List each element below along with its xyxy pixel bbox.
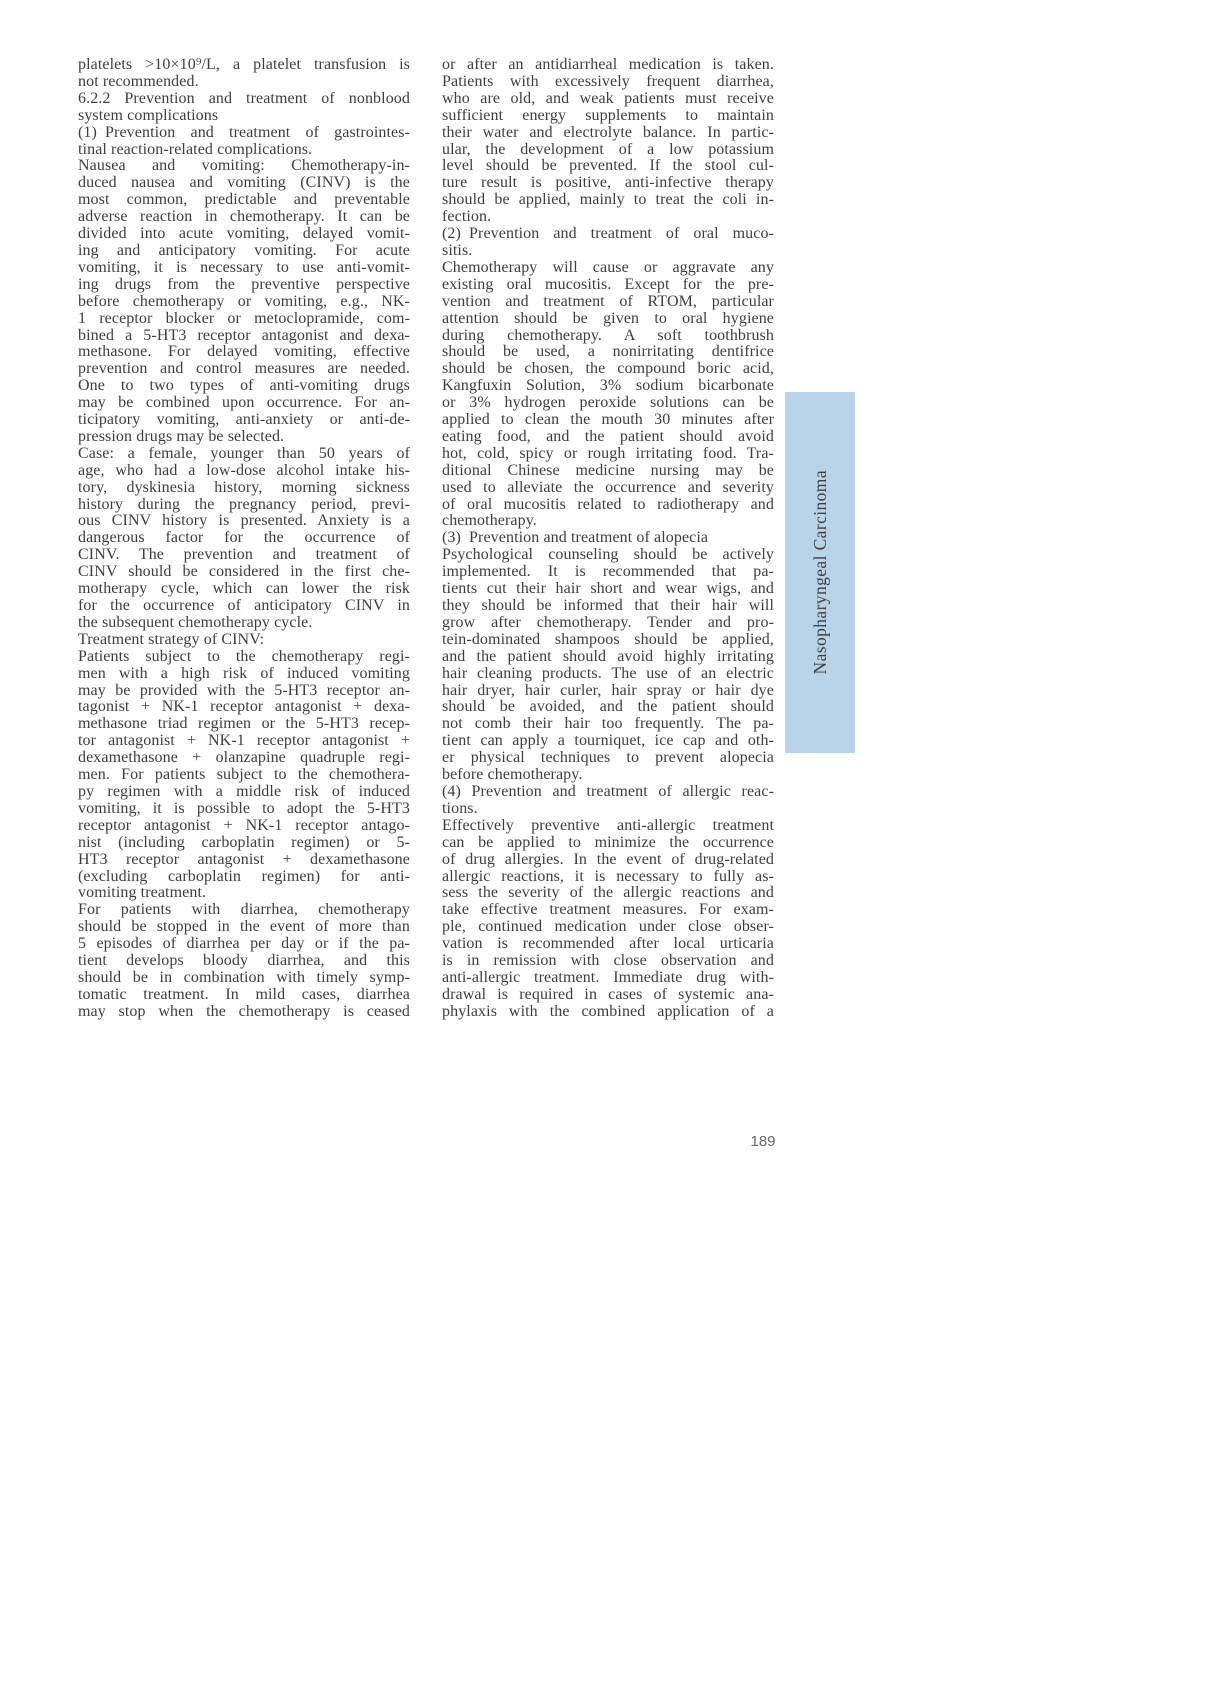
text-line: motherapy cycle, which can lower the risk: [78, 580, 410, 598]
text-line: ditional Chinese medicine nursing may be: [442, 461, 774, 479]
text-line: tient develops bloody diarrhea, and this: [78, 952, 410, 970]
text-line: (1) Prevention and treatment of gastrointes-: [78, 123, 410, 141]
text-line: Chemotherapy will cause or aggravate any: [442, 258, 774, 276]
text-line: methasone triad regimen or the 5-HT3 recep-: [78, 715, 410, 733]
text-line: should be avoided, and the patient should: [442, 698, 774, 716]
text-line: should be applied, mainly to treat the coli in-: [442, 191, 774, 209]
text-line: (4) Prevention and treatment of allergic reac-: [442, 782, 774, 800]
text-line: anti-allergic treatment. Immediate drug with-: [442, 968, 774, 986]
text-line: Patients subject to the chemotherapy regi-: [78, 647, 410, 665]
text-line: of oral mucositis related to radiotherapy and: [442, 495, 774, 513]
text-line: drawal is required in cases of systemic ana-: [442, 985, 774, 1003]
text-line: 5 episodes of diarrhea per day or if the pa-: [78, 935, 410, 953]
text-line: chemotherapy.: [442, 512, 537, 530]
text-line: sitis.: [442, 241, 473, 259]
text-line: hair dryer, hair curler, hair spray or hair dye: [442, 681, 774, 699]
text-line: pression drugs may be selected.: [78, 427, 285, 445]
text-line: Treatment strategy of CINV:: [78, 630, 265, 648]
chapter-side-tab: [785, 392, 855, 753]
text-line: (3) Prevention and treatment of alopecia: [442, 529, 709, 547]
text-line: hot, cold, spicy or rough irritating food. Tra-: [442, 444, 774, 462]
text-line: they should be informed that their hair will: [442, 597, 774, 614]
text-line: for the occurrence of anticipatory CINV in: [78, 597, 410, 614]
text-line: duced nausea and vomiting (CINV) is the: [78, 174, 410, 192]
text-line: ture result is positive, anti-infective therapy: [442, 174, 774, 192]
text-line: tory, dyskinesia history, morning sickness: [78, 478, 410, 496]
text-line: methasone. For delayed vomiting, effective: [78, 343, 410, 361]
text-line: history during the pregnancy period, previ-: [78, 495, 410, 513]
text-line: vomiting treatment.: [78, 884, 207, 902]
text-line: level should be prevented. If the stool cul-: [442, 157, 774, 175]
text-line: vation is recommended after local urticaria: [442, 935, 774, 953]
text-line: phylaxis with the combined application of a: [442, 1002, 774, 1020]
text-line: may be provided with the 5-HT3 receptor an-: [78, 681, 410, 699]
text-line: HT3 receptor antagonist + dexamethasone: [78, 850, 410, 868]
text-line: py regimen with a middle risk of induced: [78, 782, 410, 800]
text-line: the subsequent chemotherapy cycle.: [78, 613, 313, 631]
text-line: sess the severity of the allergic reactions and: [442, 884, 774, 902]
text-line: tients cut their hair short and wear wigs, and: [442, 580, 774, 598]
text-line: before chemotherapy or vomiting, e.g., NK-: [78, 292, 410, 310]
text-line: not comb their hair too frequently. The pa-: [442, 715, 774, 733]
text-line: attention should be given to oral hygiene: [442, 309, 774, 327]
text-line: or after an antidiarrheal medication is taken.: [442, 56, 774, 73]
text-line: CINV should be considered in the first che-: [78, 563, 410, 581]
chapter-side-tab-label: Nasopharyngeal Carcinoma: [809, 470, 830, 675]
text-line: nist (including carboplatin regimen) or 5-: [78, 833, 410, 851]
text-line: platelets >10×10⁹/L, a platelet transfusion is: [78, 56, 410, 73]
text-line: and the patient should avoid highly irritating: [442, 647, 774, 665]
text-line: prevention and control measures are needed.: [78, 360, 410, 378]
text-line: who are old, and weak patients must receive: [442, 89, 774, 107]
text-line: age, who had a low-dose alcohol intake his-: [78, 461, 410, 479]
text-line: dexamethasone + olanzapine quadruple regi-: [78, 749, 410, 767]
text-line: divided into acute vomiting, delayed vomit-: [78, 225, 410, 243]
text-line: ticipatory vomiting, anti-anxiety or anti-de-: [78, 411, 410, 429]
text-line: tein-dominated shampoos should be applied,: [442, 630, 774, 648]
text-line: Kangfuxin Solution, 3% sodium bicarbonate: [442, 377, 774, 395]
text-line: should be used, a nonirritating dentifrice: [442, 343, 774, 361]
text-line: hair cleaning products. The use of an electric: [442, 664, 774, 682]
text-line: Nausea and vomiting: Chemotherapy-in-: [78, 157, 410, 175]
text-line: may stop when the chemotherapy is ceased: [78, 1002, 410, 1020]
text-line: adverse reaction in chemotherapy. It can be: [78, 208, 410, 226]
text-line: may be combined upon occurrence. For an-: [78, 394, 410, 412]
text-line: ous CINV history is presented. Anxiety is a: [78, 512, 410, 530]
text-line: should be chosen, the compound boric acid,: [442, 360, 774, 378]
page-number: 189: [750, 1133, 776, 1150]
text-line: ular, the development of a low potassium: [442, 140, 774, 158]
text-line: their water and electrolyte balance. In partic-: [442, 123, 774, 141]
text-line: vention and treatment of RTOM, particular: [442, 292, 774, 310]
text-line: can be applied to minimize the occurrence: [442, 833, 774, 851]
text-line: not recommended.: [78, 72, 199, 90]
text-line: bined a 5-HT3 receptor antagonist and dexa-: [78, 326, 410, 344]
text-line: or 3% hydrogen peroxide solutions can be: [442, 394, 774, 412]
text-line: of drug allergies. In the event of drug-related: [442, 850, 774, 868]
text-columns: [78, 57, 774, 1021]
text-line: existing oral mucositis. Except for the pre-: [442, 275, 774, 293]
text-line: ple, continued medication under close obser-: [442, 918, 774, 936]
text-line: eating food, and the patient should avoid: [442, 427, 774, 445]
text-line: (2) Prevention and treatment of oral muco-: [442, 225, 774, 243]
text-line: tient can apply a tourniquet, ice cap and oth-: [442, 732, 774, 750]
right-column: [442, 57, 774, 1021]
text-line: applied to clean the mouth 30 minutes after: [442, 411, 774, 429]
text-line: ing and anticipatory vomiting. For acute: [78, 241, 410, 259]
text-line: CINV. The prevention and treatment of: [78, 546, 410, 564]
text-line: used to alleviate the occurrence and severity: [442, 478, 774, 496]
text-line: take effective treatment measures. For exam-: [442, 901, 774, 919]
text-line: For patients with diarrhea, chemotherapy: [78, 901, 410, 919]
text-line: tagonist + NK-1 receptor antagonist + dexa-: [78, 698, 410, 716]
text-line: should be stopped in the event of more than: [78, 918, 410, 936]
text-line: vomiting, it is necessary to use anti-vomit-: [78, 258, 410, 276]
text-line: 6.2.2 Prevention and treatment of nonblood: [78, 89, 410, 107]
text-line: during chemotherapy. A soft toothbrush: [442, 326, 774, 344]
text-line: tor antagonist + NK-1 receptor antagonist +: [78, 732, 410, 750]
text-line: receptor antagonist + NK-1 receptor antago-: [78, 816, 410, 834]
text-line: tinal reaction-related complications.: [78, 140, 313, 158]
text-line: allergic reactions, it is necessary to fully as-: [442, 867, 774, 885]
text-line: is in remission with close observation and: [442, 952, 774, 970]
text-line: vomiting, it is possible to adopt the 5-HT3: [78, 799, 410, 817]
text-line: tomatic treatment. In mild cases, diarrhea: [78, 985, 410, 1003]
text-line: should be in combination with timely symp-: [78, 968, 410, 986]
text-line: er physical techniques to prevent alopecia: [442, 749, 774, 767]
text-line: Case: a female, younger than 50 years of: [78, 444, 410, 462]
text-line: implemented. It is recommended that pa-: [442, 563, 774, 581]
text-line: system complications: [78, 106, 219, 124]
text-line: One to two types of anti-vomiting drugs: [78, 377, 410, 395]
left-column: [78, 57, 410, 1021]
text-line: Psychological counseling should be actively: [442, 546, 774, 564]
text-line: most common, predictable and preventable: [78, 191, 410, 209]
text-line: men. For patients subject to the chemothera-: [78, 766, 410, 784]
text-line: sufficient energy supplements to maintain: [442, 106, 774, 124]
text-line: Effectively preventive anti-allergic treatment: [442, 816, 774, 834]
text-line: tions.: [442, 799, 478, 817]
text-line: grow after chemotherapy. Tender and pro-: [442, 613, 774, 631]
text-line: Patients with excessively frequent diarrhea,: [442, 72, 774, 90]
text-line: 1 receptor blocker or metoclopramide, com-: [78, 309, 410, 327]
text-line: (excluding carboplatin regimen) for anti-: [78, 867, 410, 885]
text-line: dangerous factor for the occurrence of: [78, 529, 410, 547]
text-line: before chemotherapy.: [442, 766, 583, 784]
text-line: men with a high risk of induced vomiting: [78, 664, 410, 682]
text-line: fection.: [442, 208, 492, 226]
text-line: ing drugs from the preventive perspective: [78, 275, 410, 293]
